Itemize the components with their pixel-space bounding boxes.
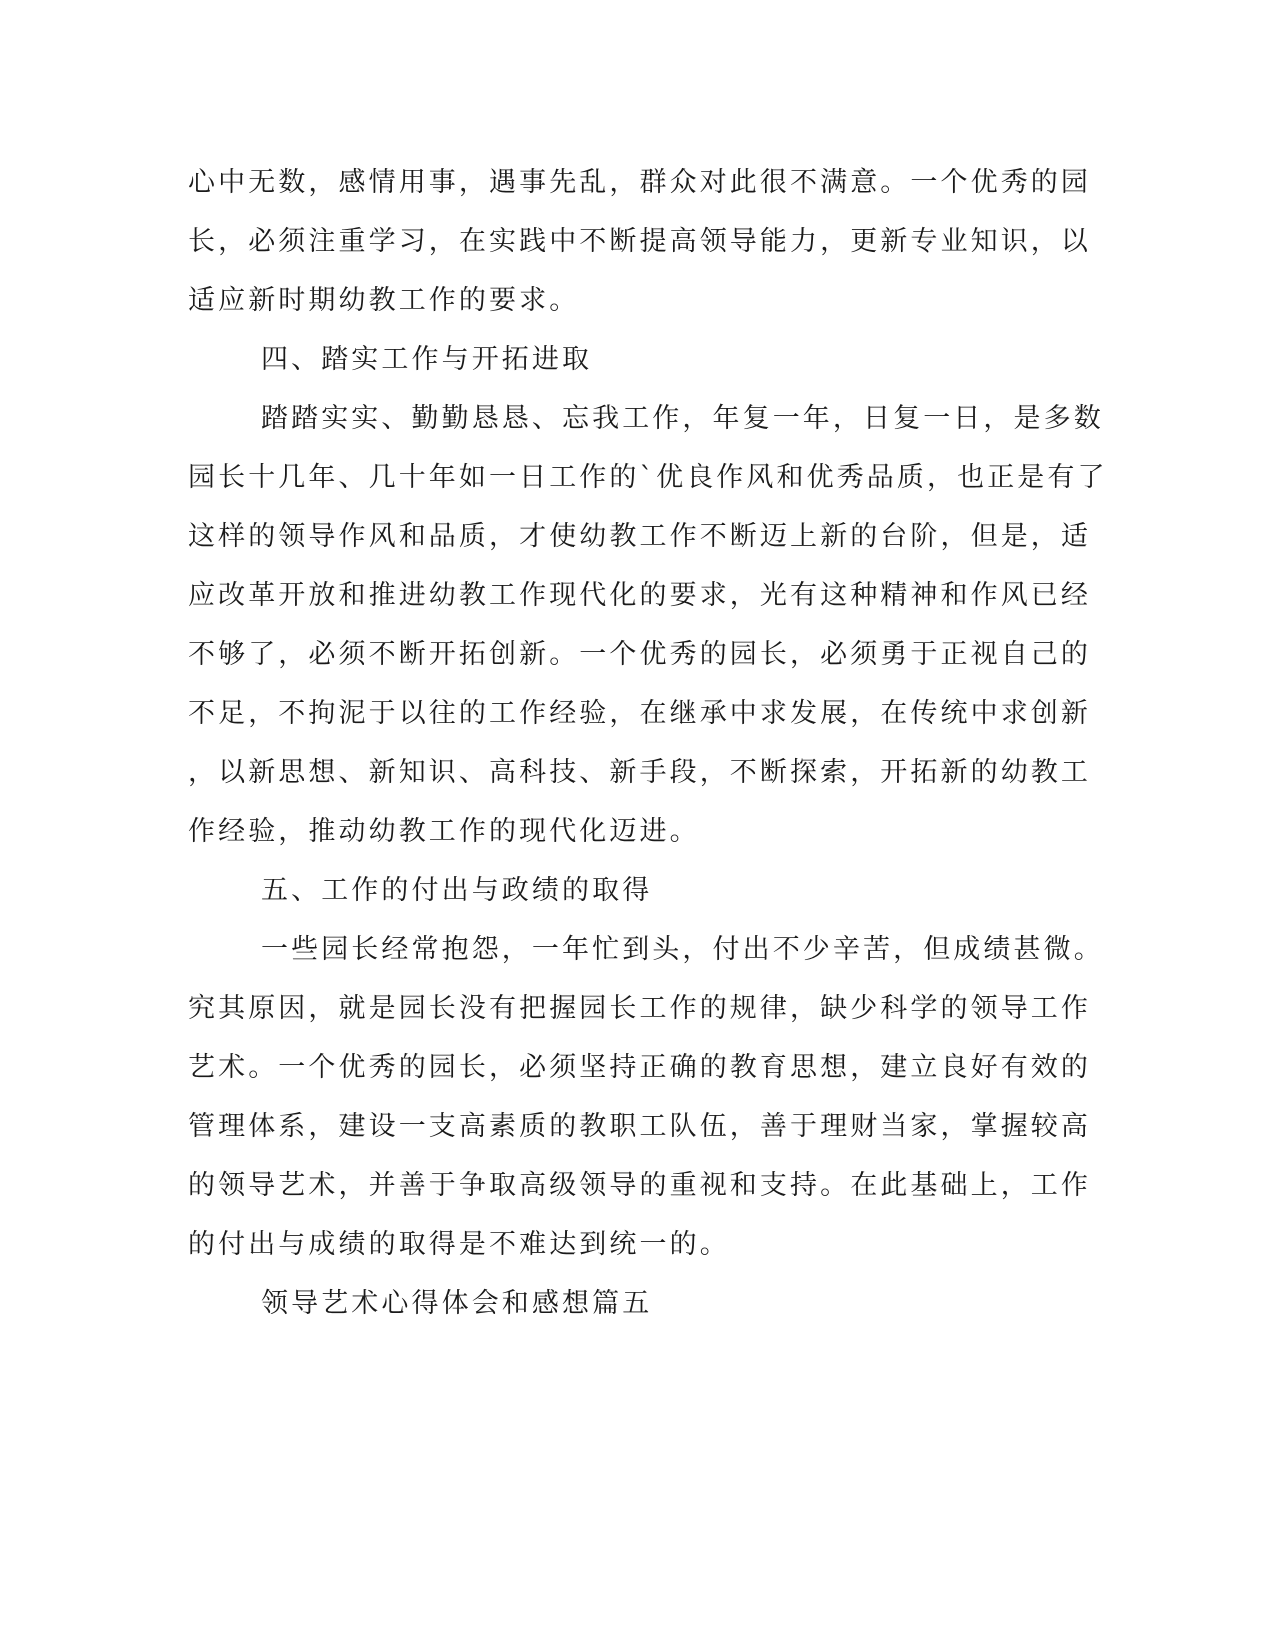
text-line: 这样的领导作风和品质，才使幼教工作不断迈上新的台阶，但是，适 xyxy=(188,521,1091,552)
text-line: 艺术。一个优秀的园长，必须坚持正确的教育思想，建立良好有效的 xyxy=(188,1052,1091,1083)
section-heading: 五、工作的付出与政绩的取得 xyxy=(261,875,653,906)
text-line: 长，必须注重学习，在实践中不断提高领导能力，更新专业知识，以 xyxy=(188,226,1091,257)
text-line: 适应新时期幼教工作的要求。 xyxy=(188,285,580,316)
text-line: 一些园长经常抱怨，一年忙到头，付出不少辛苦，但成绩甚微。 xyxy=(261,934,1104,965)
text-line: 不足，不拘泥于以往的工作经验，在继承中求发展，在传统中求创新 xyxy=(188,698,1091,729)
text-line: 应改革开放和推进幼教工作现代化的要求，光有这种精神和作风已经 xyxy=(188,580,1091,611)
text-line: 踏踏实实、勤勤恳恳、忘我工作，年复一年，日复一日，是多数 xyxy=(261,403,1104,434)
text-line: ，以新思想、新知识、高科技、新手段，不断探索，开拓新的幼教工 xyxy=(188,757,1091,788)
text-line: 心中无数，感情用事，遇事先乱，群众对此很不满意。一个优秀的园 xyxy=(188,167,1091,198)
text-line: 作经验，推动幼教工作的现代化迈进。 xyxy=(188,816,700,847)
text-line: 管理体系，建设一支高素质的教职工队伍，善于理财当家，掌握较高 xyxy=(188,1111,1091,1142)
section-heading: 四、踏实工作与开拓进取 xyxy=(261,344,593,375)
chapter-title: 领导艺术心得体会和感想篇五 xyxy=(261,1288,653,1319)
text-line: 园长十几年、几十年如一日工作的`优良作风和优秀品质，也正是有了 xyxy=(188,462,1108,493)
text-line: 的领导艺术，并善于争取高级领导的重视和支持。在此基础上，工作 xyxy=(188,1170,1091,1201)
text-line: 究其原因，就是园长没有把握园长工作的规律，缺少科学的领导工作 xyxy=(188,993,1091,1024)
text-line: 的付出与成绩的取得是不难达到统一的。 xyxy=(188,1229,730,1260)
text-line: 不够了，必须不断开拓创新。一个优秀的园长，必须勇于正视自己的 xyxy=(188,639,1091,670)
